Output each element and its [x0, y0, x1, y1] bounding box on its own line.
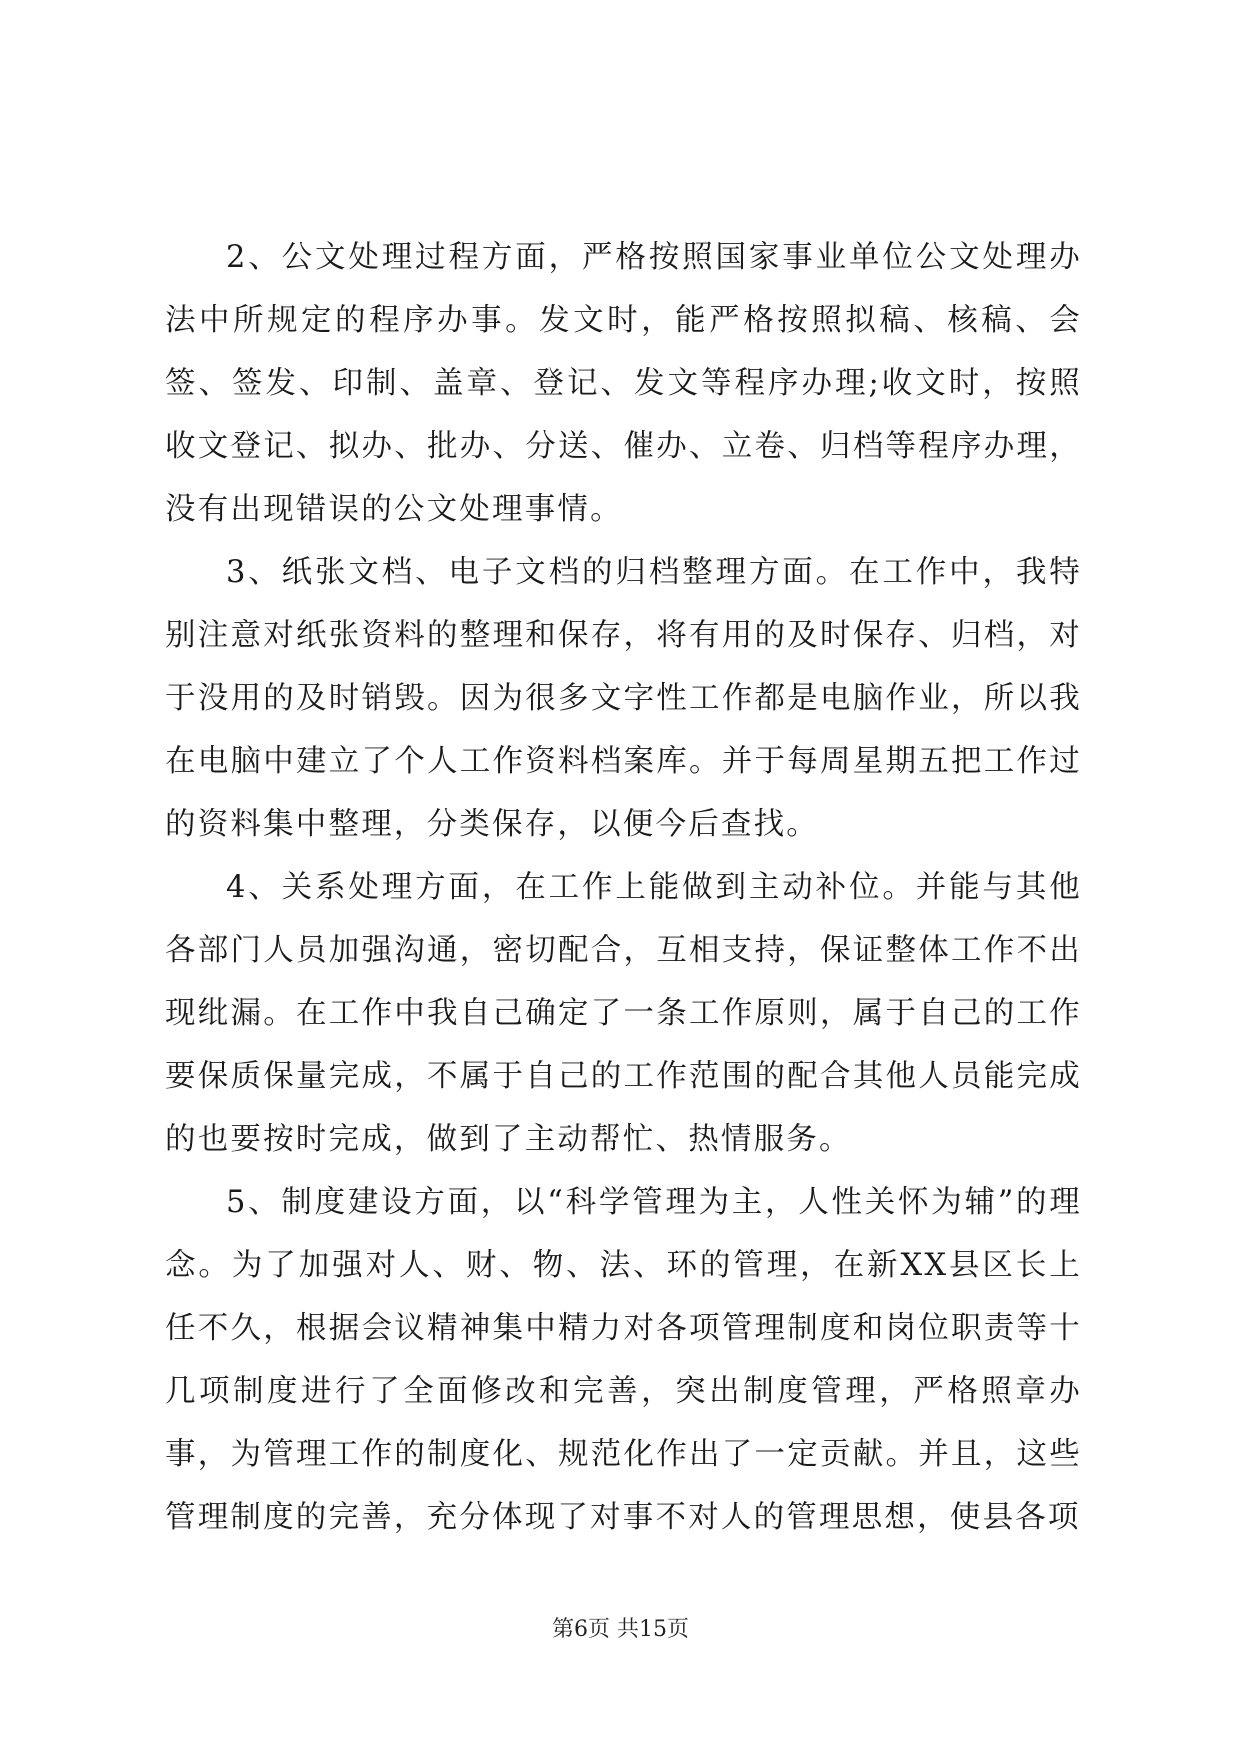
document-body	[165, 226, 1082, 1549]
paragraph-4: 4、关系处理方面，在工作上能做到主动补位。并能与其他各部门人员加强沟通，密切配合，互相支持，保证整体工作不出现纰漏。在工作中我自己确定了一条工作原则，属于自己的工作要保质保量完成，不属于自己的工作范围的配合其他人员能完成的也要按时完成，做到了主动帮忙、热情服务。	[165, 870, 1082, 1157]
page-number-footer: 第6页 共15页	[552, 1617, 689, 1642]
paragraph-2: 2、公文处理过程方面，严格按照国家事业单位公文处理办法中所规定的程序办事。发文时，能严格按照拟稿、核稿、会签、签发、印制、盖章、登记、发文等程序办理;收文时，按照收文登记、拟办、批办、分送、催办、立卷、归档等程序办理，没有出现错误的公文处理事情。	[165, 240, 1082, 527]
paragraph-3: 3、纸张文档、电子文档的归档整理方面。在工作中，我特别注意对纸张资料的整理和保存，将有用的及时保存、归档，对于没用的及时销毁。因为很多文字性工作都是电脑作业，所以我在电脑中建立了个人工作资料档案库。并于每周星期五把工作过的资料集中整理，分类保存，以便今后查找。	[165, 555, 1082, 842]
paragraph-5: 5、制度建设方面，以“科学管理为主，人性关怀为辅”的理念。为了加强对人、财、物、法、环的管理，在新XX县区长上任不久，根据会议精神集中精力对各项管理制度和岗位职责等十几项制度进行了全面修改和完善，突出制度管理，严格照章办事，为管理工作的制度化、规范化作出了一定贡献。并且，这些管理制度的完善，充分体现了对事不对人的管理思想，使县各项	[165, 1185, 1082, 1535]
